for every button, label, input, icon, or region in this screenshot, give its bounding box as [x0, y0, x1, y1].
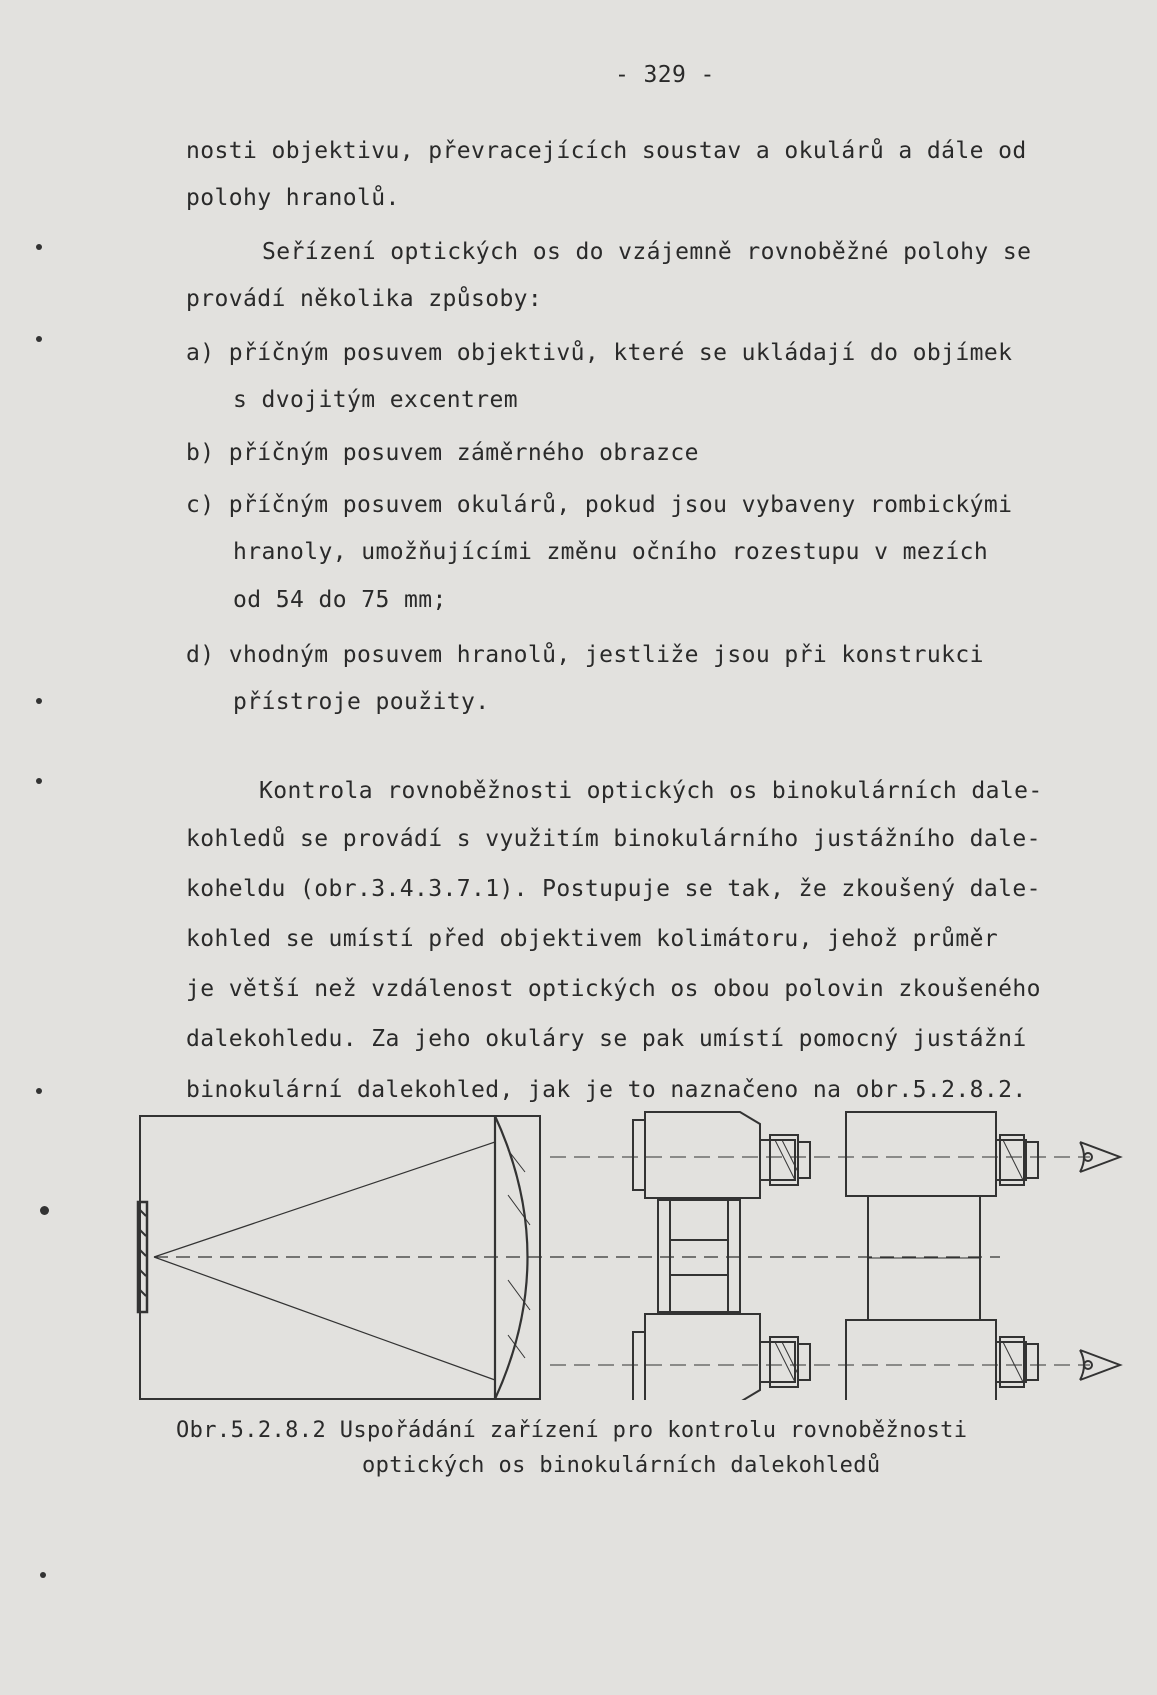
list-item-c-cont: hranoly, umožňujícími změnu očního rozestupu v mezích [233, 539, 989, 565]
paragraph-line: polohy hranolů. [186, 185, 400, 211]
list-item-a: a) příčným posuvem objektivů, které se ukládají do objímek [186, 340, 1013, 366]
paragraph-line: Kontrola rovnoběžnosti optických os binokulárních dale- [259, 778, 1043, 804]
list-item-b: b) příčným posuvem záměrného obrazce [186, 440, 699, 466]
margin-mark [36, 244, 42, 250]
paragraph-line: nosti objektivu, převracejících soustav a okulárů a dále od [186, 138, 1027, 164]
figure-caption: optických os binokulárních dalekohledů [362, 1453, 881, 1478]
page-number: - 329 - [615, 62, 715, 88]
list-item-a-cont: s dvojitým excentrem [233, 387, 518, 413]
margin-mark [36, 1088, 42, 1094]
figure-diagram [130, 1100, 1130, 1400]
figure-caption: Obr.5.2.8.2 Uspořádání zařízení pro kontrolu rovnoběžnosti [176, 1418, 968, 1443]
paragraph-line: provádí několika způsoby: [186, 286, 543, 312]
paragraph-line: kohled se umístí před objektivem kolimátoru, jehož průměr [186, 926, 999, 952]
auxiliary-binocular-upper [846, 1112, 1038, 1196]
list-item-c-cont: od 54 do 75 mm; [233, 587, 447, 613]
binocular-bridge [658, 1200, 740, 1312]
margin-mark [40, 1572, 46, 1578]
paragraph-line: koheldu (obr.3.4.3.7.1). Postupuje se tak, že zkoušený dale- [186, 876, 1041, 902]
paragraph-line: Seřízení optických os do vzájemně rovnoběžné polohy se [262, 239, 1032, 265]
paragraph-line: kohledů se provádí s využitím binokulárního justážního dale- [186, 826, 1041, 852]
tested-binocular-upper [633, 1112, 810, 1198]
auxiliary-binocular-lower [846, 1320, 1038, 1400]
paragraph-line: je větší než vzdálenost optických os obou polovin zkoušeného [186, 976, 1041, 1002]
margin-mark [36, 778, 42, 784]
paragraph-line: dalekohledu. Za jeho okuláry se pak umístí pomocný justážní [186, 1026, 1027, 1052]
list-item-d-cont: přístroje použity. [233, 689, 490, 715]
paragraph-line: binokulární dalekohled, jak je to naznačeno na obr.5.2.8.2. [186, 1077, 1027, 1103]
margin-mark [36, 698, 42, 704]
list-item-d: d) vhodným posuvem hranolů, jestliže jsou při konstrukci [186, 642, 984, 668]
list-item-c: c) příčným posuvem okulárů, pokud jsou vybaveny rombickými [186, 492, 1013, 518]
margin-mark [36, 336, 42, 342]
tested-binocular-lower [633, 1314, 810, 1400]
margin-mark [40, 1206, 49, 1215]
